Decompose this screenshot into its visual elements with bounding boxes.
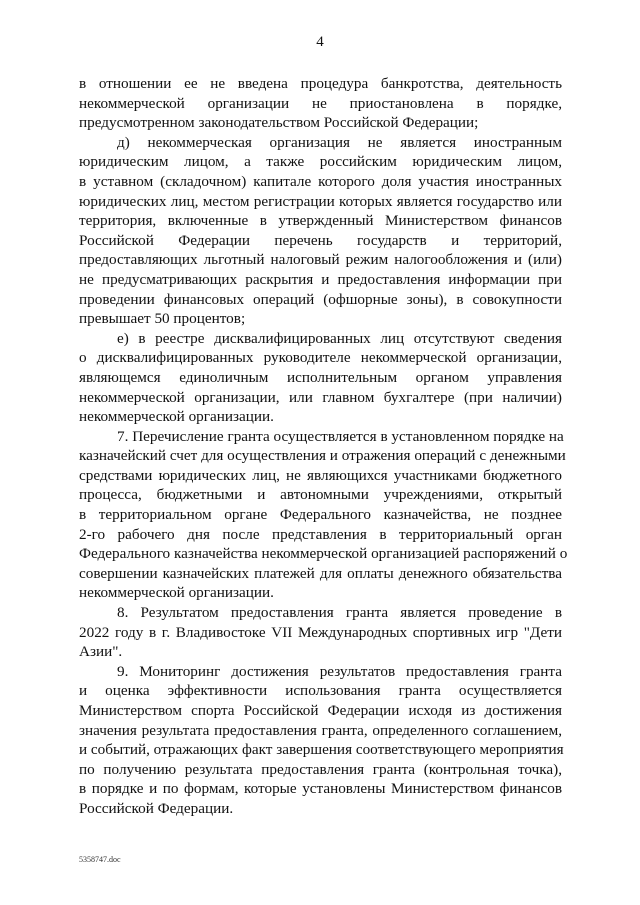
paragraph bbox=[79, 133, 562, 329]
text-line: территория, включенные в утвержденный Министерством финансов bbox=[79, 212, 562, 230]
text-line: и оценка эффективности использования гранта осуществляется bbox=[79, 682, 562, 700]
text-line: являющемся единоличным исполнительным органом управления bbox=[79, 368, 562, 386]
text-line: д) некоммерческая организация не является иностранным bbox=[117, 133, 562, 151]
text-line: 2022 году в г. Владивостоке VII Международных спортивных игр "Дети bbox=[79, 623, 562, 641]
text-line: средствами юридических лиц, не являющихся участниками бюджетного bbox=[79, 466, 562, 484]
text-line: по получению результата предоставления гранта (контрольная точка), bbox=[79, 760, 562, 778]
text-line: Российской Федерации. bbox=[79, 799, 234, 817]
footer-filename: 5358747.doc bbox=[79, 855, 121, 864]
text-line: некоммерческой организации не приостановлена в порядке, bbox=[79, 94, 562, 112]
text-line: 2-го рабочего дня после представления в территориальный орган bbox=[79, 525, 562, 543]
text-line: некоммерческой организации. bbox=[79, 408, 274, 426]
paragraph bbox=[79, 603, 562, 662]
text-line: юридическим лицом, а также российским юридическим лицом, bbox=[79, 153, 562, 171]
text-line: о дисквалифицированных руководителе некоммерческой организации, bbox=[79, 349, 562, 367]
text-line: проведении финансовых операций (офшорные зоны), в совокупности bbox=[79, 290, 562, 308]
paragraph bbox=[79, 329, 562, 427]
text-line: значения результата предоставления гранта, определенного соглашением, bbox=[79, 721, 562, 739]
text-line: 7. Перечисление гранта осуществляется в установленном порядке на bbox=[117, 427, 564, 445]
text-line: Российской Федерации перечень государств и территорий, bbox=[79, 231, 562, 249]
paragraph bbox=[79, 427, 568, 603]
text-line: не предусматривающих раскрытия и предоставления информации при bbox=[79, 270, 562, 288]
paragraph bbox=[79, 662, 562, 819]
text-line: Федерального казначейства некоммерческой организацией распоряжений о bbox=[79, 545, 568, 563]
text-line: предусмотренном законодательством Российской Федерации; bbox=[79, 114, 479, 132]
text-line: некоммерческой организации. bbox=[79, 584, 274, 602]
text-line: в отношении ее не введена процедура банкротства, деятельность bbox=[79, 75, 562, 92]
text-line: предоставляющих льготный налоговый режим налогообложения и (или) bbox=[79, 251, 562, 269]
text-line: и событий, отражающих факт завершения соответствующего мероприятия bbox=[79, 741, 564, 759]
text-line: процесса, бюджетными и автономными учреждениями, открытый bbox=[79, 486, 562, 504]
text-line: 8. Результатом предоставления гранта является проведение в bbox=[117, 604, 562, 622]
text-line: юридических лиц, местом регистрации которых является государство или bbox=[79, 192, 562, 210]
text-line: в порядке и по формам, которые установлены Министерством финансов bbox=[79, 780, 562, 798]
text-line: некоммерческой организации, или главном бухгалтере (при наличии) bbox=[79, 388, 562, 406]
paragraph bbox=[79, 74, 562, 133]
text-line: в территориальном органе Федерального казначейства, не позднее bbox=[79, 506, 562, 524]
text-line: казначейский счет для осуществления и отражения операций с денежными bbox=[79, 447, 566, 465]
text-line: совершении казначейских платежей для оплаты денежного обязательства bbox=[79, 564, 562, 582]
document-body bbox=[79, 74, 568, 819]
text-line: Министерством спорта Российской Федерации исходя из достижения bbox=[79, 702, 562, 719]
text-line: 9. Мониторинг достижения результатов предоставления гранта bbox=[117, 662, 562, 680]
page-number: 4 bbox=[316, 34, 324, 50]
text-line: превышает 50 процентов; bbox=[79, 310, 246, 328]
text-line: е) в реестре дисквалифицированных лиц отсутствуют сведения bbox=[117, 329, 562, 347]
text-line: Азии". bbox=[79, 643, 123, 661]
text-line: в уставном (складочном) капитале которого доля участия иностранных bbox=[79, 172, 562, 190]
